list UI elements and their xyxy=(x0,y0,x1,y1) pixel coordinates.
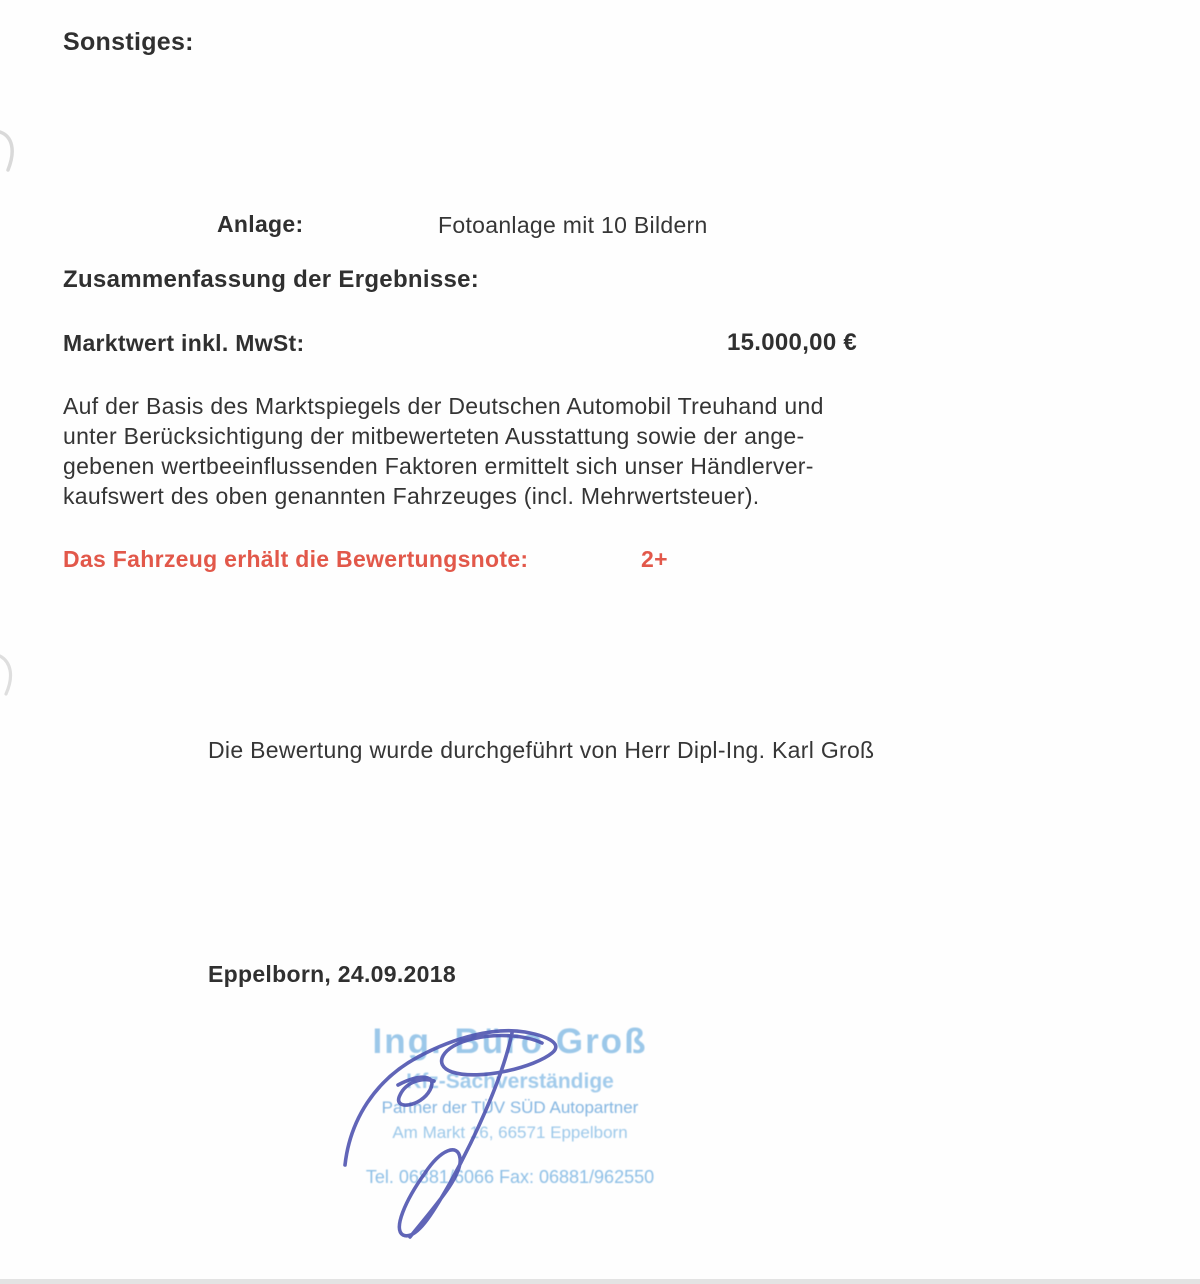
stamp-company-name: Ing. Büro Groß xyxy=(372,1022,648,1061)
anlage-label: Anlage: xyxy=(217,211,304,237)
paragraph-line: kaufswert des oben genannten Fahrzeuges (incl. Mehrwertsteuer). xyxy=(63,483,760,509)
marktwert-label: Marktwert inkl. MwSt: xyxy=(63,330,305,356)
summary-heading: Zusammenfassung der Ergebnisse: xyxy=(63,266,480,293)
rating-label: Das Fahrzeug erhält die Bewertungsnote: xyxy=(63,546,529,572)
signature-ink xyxy=(320,1015,600,1255)
stamp-address-line: Am Markt 16, 66571 Eppelborn xyxy=(392,1123,628,1142)
stamp-partner-line: Partner der TÜV SÜD Autopartner xyxy=(381,1098,639,1117)
paragraph-line: Auf der Basis des Marktspiegels der Deutschen Automobil Treuhand und xyxy=(63,393,824,419)
scan-artifact-top xyxy=(0,126,22,174)
conducted-by-line: Die Bewertung wurde durchgeführt von Herr Dipl-Ing. Karl Groß xyxy=(208,737,875,763)
stamp-phone-line: Tel. 06881/6066 Fax: 06881/962550 xyxy=(365,1167,655,1187)
stamp-title-line: Kfz-Sachverständige xyxy=(406,1070,614,1093)
scan-artifact-middle xyxy=(0,648,20,698)
marktwert-value: 15.000,00 € xyxy=(727,329,858,356)
paragraph-line: unter Berücksichtigung der mitbewerteten Ausstattung sowie der ange- xyxy=(63,423,805,449)
valuation-paragraph xyxy=(63,391,824,511)
place-date-line: Eppelborn, 24.09.2018 xyxy=(208,961,456,987)
scan-bottom-edge xyxy=(0,1279,1200,1284)
rating-value: 2+ xyxy=(641,546,668,572)
section-heading-sonstiges: Sonstiges: xyxy=(63,28,194,56)
anlage-value: Fotoanlage mit 10 Bildern xyxy=(438,212,708,238)
paragraph-line: gebenen wertbeeinflussenden Faktoren ermittelt sich unser Händlerver- xyxy=(63,453,814,479)
